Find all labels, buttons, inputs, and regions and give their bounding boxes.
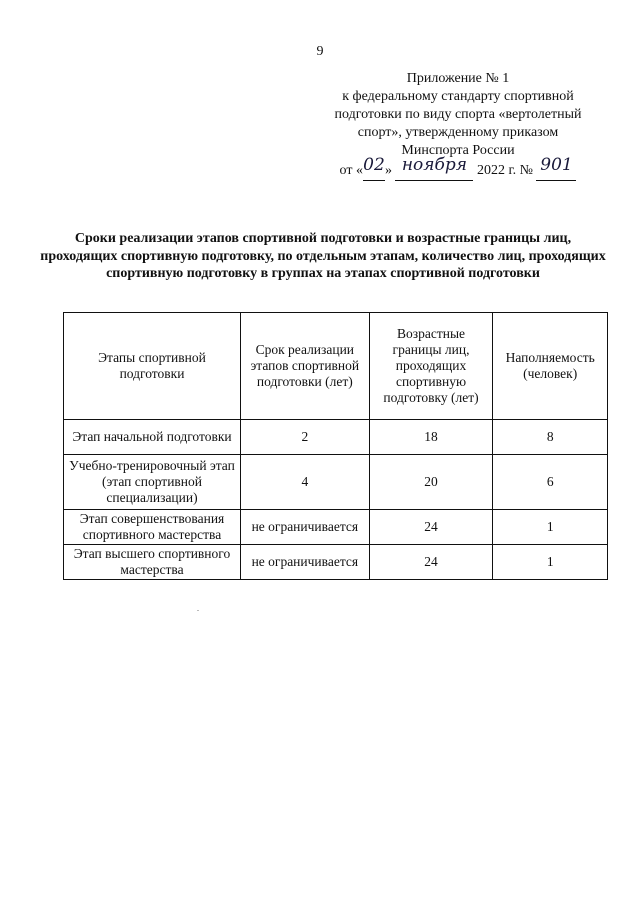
cell-duration: 2	[240, 420, 369, 455]
date-prefix: от «	[339, 163, 363, 178]
appendix-line-2: к федеральному стандарту спортивной	[342, 89, 574, 104]
date-month-field	[395, 155, 473, 181]
order-number-handwritten: 901	[540, 155, 573, 175]
date-month-handwritten: ноября	[401, 155, 468, 175]
cell-duration: не ограничивается	[240, 545, 369, 580]
header-age-limits: Возрастные границы лиц, проходящих спортивную подготовку (лет)	[369, 313, 493, 420]
cell-age: 20	[369, 455, 493, 510]
date-quote-close: »	[384, 163, 392, 178]
cell-age: 18	[369, 420, 493, 455]
appendix-block	[318, 70, 598, 181]
cell-group-size: 6	[493, 455, 608, 510]
date-day-handwritten: 02	[363, 155, 385, 175]
page-number: 9	[316, 44, 324, 59]
cell-stage: Этап высшего спортивного мастерства	[64, 545, 241, 580]
table-header-row	[64, 313, 608, 420]
appendix-line-3: подготовки по виду спорта «вертолетный	[334, 107, 582, 122]
cell-group-size: 1	[493, 545, 608, 580]
appendix-title: Приложение № 1	[406, 71, 510, 86]
header-group-size: Наполняемость (человек)	[493, 313, 608, 420]
appendix-line-4: спорт», утвержденному приказом	[357, 125, 559, 140]
cell-age: 24	[369, 545, 493, 580]
scan-artifact	[197, 610, 199, 611]
date-day-field	[363, 155, 385, 181]
order-date-line	[318, 155, 598, 181]
date-year: 2022 г. №	[476, 163, 533, 178]
cell-duration: не ограничивается	[240, 510, 369, 545]
cell-stage: Этап начальной подготовки	[64, 420, 241, 455]
header-duration: Срок реализации этапов спортивной подготовки (лет)	[240, 313, 369, 420]
order-number-field	[536, 155, 576, 181]
stages-table	[63, 312, 608, 580]
cell-stage: Учебно-тренировочный этап (этап спортивной специализации)	[64, 455, 241, 510]
document-title: Сроки реализации этапов спортивной подготовки и возрастные границы лиц, проходящих спортивную подготовку, по отдельным этапам, количество лиц, проходящих спортивную подготовку в группах на этапах спортивной подготовки	[40, 231, 606, 281]
table-row	[64, 455, 608, 510]
table-row	[64, 510, 608, 545]
header-stages: Этапы спортивной подготовки	[64, 313, 241, 420]
table-row	[64, 420, 608, 455]
cell-age: 24	[369, 510, 493, 545]
cell-group-size: 8	[493, 420, 608, 455]
table-row	[64, 545, 608, 580]
cell-group-size: 1	[493, 510, 608, 545]
cell-duration: 4	[240, 455, 369, 510]
appendix-line-5: Минспорта России	[401, 143, 515, 158]
cell-stage: Этап совершенствования спортивного мастерства	[64, 510, 241, 545]
